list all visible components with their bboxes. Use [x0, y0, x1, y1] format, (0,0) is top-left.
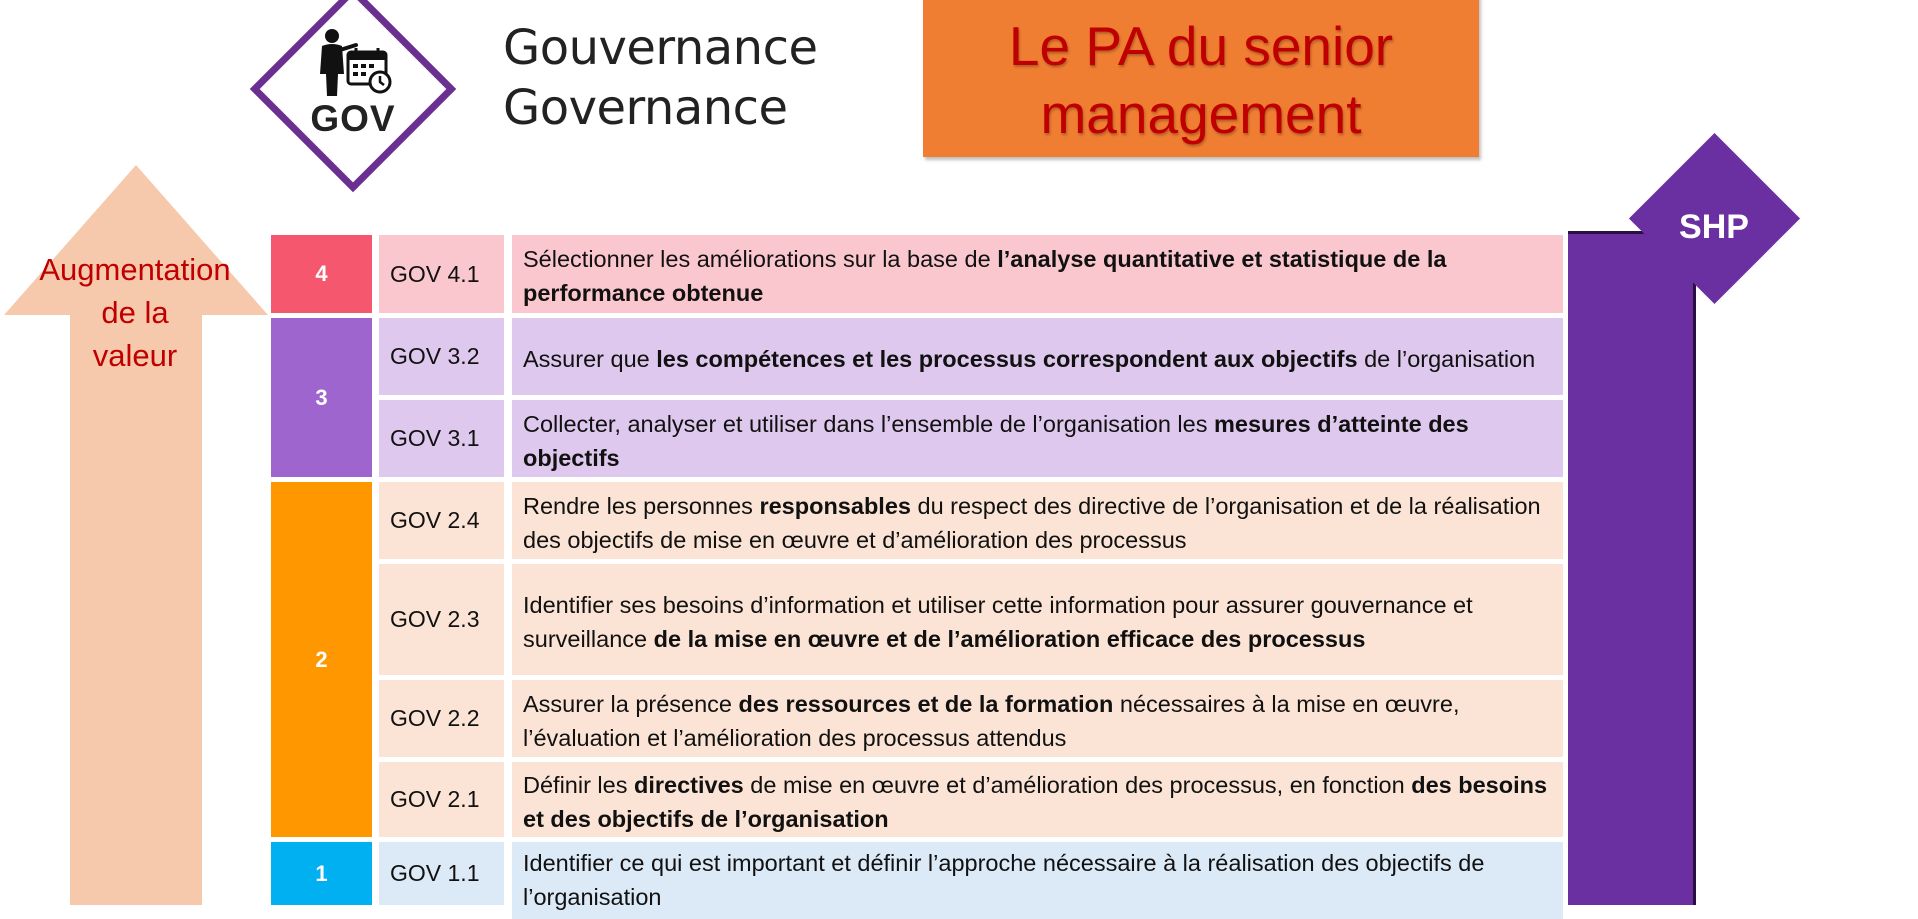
- description-segment: des ressources et de la formation: [738, 690, 1114, 717]
- presenter-calendar-icon: [316, 28, 396, 98]
- description-segment: des besoins et des objectifs de l’organisation: [523, 771, 1548, 832]
- practice-description: [512, 842, 1563, 919]
- value-increase-label: [4, 248, 266, 377]
- practice-description: [512, 318, 1563, 395]
- banner-line1: Le PA du senior: [1008, 14, 1394, 77]
- practice-code: GOV 4.1: [379, 235, 504, 313]
- practice-description: [512, 680, 1563, 757]
- description-segment: de mise en œuvre et d’amélioration des processus, en fonction: [743, 771, 1412, 798]
- practice-code: GOV 2.2: [379, 680, 504, 757]
- description-segment: responsables: [759, 492, 911, 519]
- description-segment: Assurer la présence: [523, 690, 739, 717]
- page-title-fr: Gouvernance: [503, 20, 818, 76]
- practice-code: GOV 2.4: [379, 482, 504, 559]
- description-segment: Identifier ses besoins d’information et utiliser cette information pour assurer gouvernance et surveillance: [523, 591, 1473, 652]
- banner-line2: management: [1040, 82, 1362, 145]
- practice-code: GOV 3.2: [379, 318, 504, 395]
- description-segment: les compétences et les processus correspondent aux objectifs: [656, 345, 1358, 372]
- practice-description: [512, 762, 1563, 837]
- description-segment: nécessaires à la mise en œuvre, l’évaluation et l’amélioration des processus attendus: [523, 690, 1460, 751]
- level-cell-1: 1: [271, 842, 372, 905]
- description-segment: directives: [634, 771, 744, 798]
- practice-description: [512, 400, 1563, 477]
- practice-description: [512, 564, 1563, 675]
- practice-description: [512, 482, 1563, 559]
- shp-bar: [1568, 231, 1696, 905]
- gov-logo: [250, 0, 456, 192]
- arrow-label-line2: de la: [101, 295, 169, 330]
- logo-text: GOV: [310, 98, 396, 139]
- description-segment: l’analyse quantitative et statistique de la performance obtenue: [523, 246, 1447, 306]
- level-cell-4: 4: [271, 235, 372, 313]
- description-segment: de l’organisation: [1357, 345, 1536, 372]
- description-segment: Sélectionner les améliorations sur la base de: [523, 246, 998, 272]
- arrow-label-line3: valeur: [92, 338, 178, 373]
- shp-label: SHP: [1679, 208, 1749, 246]
- practice-code: GOV 3.1: [379, 400, 504, 477]
- description-segment: mesures d’atteinte des objectifs: [523, 410, 1469, 471]
- arrow-label-line1: Augmentation: [39, 252, 231, 287]
- practice-code: GOV 1.1: [379, 842, 504, 905]
- banner-text: [1009, 12, 1393, 148]
- level-cell-3: 3: [271, 318, 372, 477]
- practice-code: GOV 2.1: [379, 762, 504, 837]
- description-segment: du respect des directive de l’organisation et de la réalisation des objectifs de mise en œuvre et d’amélioration des processus: [523, 492, 1541, 553]
- description-segment: Identifier ce qui est important et définir l’approche nécessaire à la réalisation des objectifs de l’organisation: [523, 850, 1485, 910]
- description-segment: Rendre les personnes: [523, 492, 760, 519]
- page-title-en: Governance: [503, 80, 788, 136]
- senior-management-banner: [923, 0, 1479, 157]
- description-segment: Définir les: [523, 771, 635, 798]
- description-segment: Collecter, analyser et utiliser dans l’ensemble de l’organisation les: [523, 410, 1215, 437]
- practice-description: [512, 235, 1563, 313]
- description-segment: Assurer que: [523, 345, 657, 372]
- practice-code: GOV 2.3: [379, 564, 504, 675]
- description-segment: de la mise en œuvre et de l’amélioration efficace des processus: [653, 625, 1366, 652]
- level-cell-2: 2: [271, 482, 372, 837]
